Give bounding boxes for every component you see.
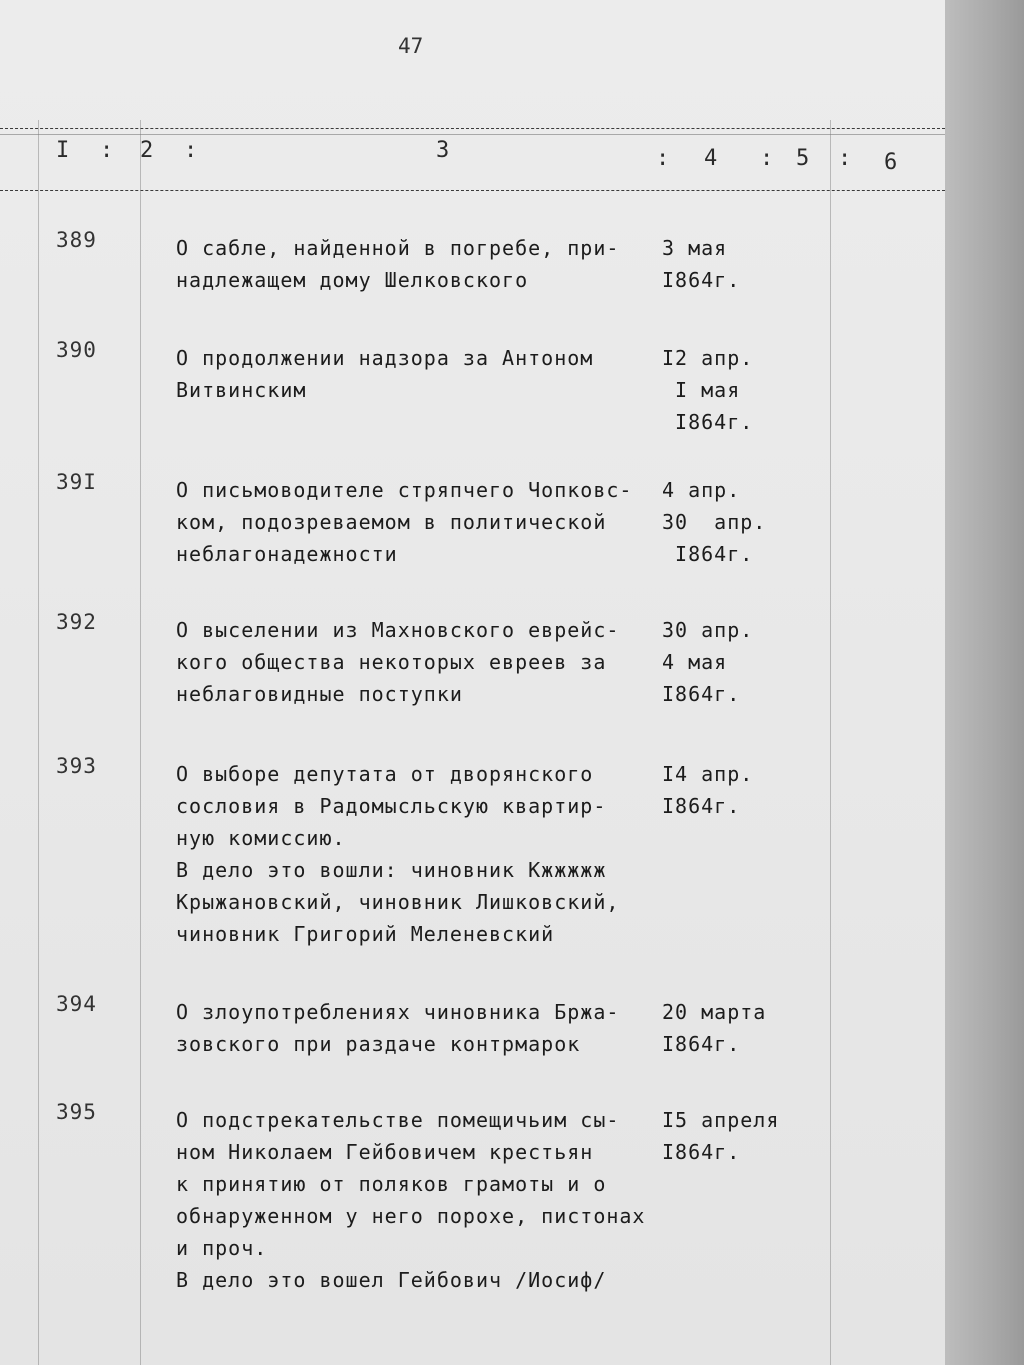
header-rule-faint	[0, 134, 945, 135]
entry-title-line: чиновник Григорий Меленевский	[176, 922, 555, 946]
entry-title	[176, 996, 656, 1060]
entry-title-line: О злоупотреблениях чиновника Бржа-	[176, 1000, 620, 1024]
entry-date	[662, 232, 792, 296]
header-col-2: 2	[140, 138, 154, 163]
header-rule-bottom	[0, 190, 945, 191]
entry-date-line: 3 мая	[662, 236, 728, 260]
entry-date	[662, 1104, 792, 1168]
entry-date-line: I864г.	[662, 268, 741, 292]
entry-date-line: 4 апр.	[662, 478, 741, 502]
entry-title-line: О письмоводителе стряпчего Чопковс-	[176, 478, 633, 502]
entry-title-line: ном Николаем Гейбовичем крестьян	[176, 1140, 594, 1164]
header-col-1: I	[56, 138, 70, 163]
entry-date-line: I4 апр.	[662, 762, 754, 786]
entry-title-line: О выселении из Махновского еврейс-	[176, 618, 620, 642]
entry-title-line: О подстрекательстве помещичьим сы-	[176, 1108, 620, 1132]
entry-date-line: I мая	[662, 378, 741, 402]
entry-title-line: неблаговидные поступки	[176, 682, 463, 706]
header-separator: :	[100, 138, 114, 163]
header-col-6: 6	[884, 150, 898, 175]
entry-date-line: I864г.	[662, 794, 741, 818]
entry-date	[662, 614, 792, 710]
header-separator: :	[760, 146, 774, 171]
entry-number: 39I	[56, 470, 97, 494]
entry-date-line: I864г.	[662, 1032, 741, 1056]
entry-date-line: I5 апреля	[662, 1108, 780, 1132]
entry-date-line: I2 апр.	[662, 346, 754, 370]
header-col-5: 5	[796, 146, 810, 171]
entry-title	[176, 614, 656, 710]
header-separator: :	[838, 146, 852, 171]
entry-title-line: В дело это вошел Гейбович /Иосиф/	[176, 1268, 607, 1292]
entry-title-line: сословия в Радомысльскую квартир-	[176, 794, 607, 818]
entry-number: 392	[56, 610, 97, 634]
entry-number: 393	[56, 754, 97, 778]
entry-date-line: 20 марта	[662, 1000, 767, 1024]
entry-title-line: О сабле, найденной в погребе, при-	[176, 236, 620, 260]
entry-title-line: неблагонадежности	[176, 542, 398, 566]
entry-date-line: I864г.	[662, 410, 754, 434]
entry-date-line: I864г.	[662, 682, 741, 706]
header-separator: :	[184, 138, 198, 163]
entry-title-line: ком, подозреваемом в политической	[176, 510, 607, 534]
page-number: 47	[398, 34, 424, 58]
entry-title	[176, 758, 656, 950]
entry-title-line: Витвинским	[176, 378, 307, 402]
entry-number: 390	[56, 338, 97, 362]
column-line	[38, 120, 39, 1365]
header-col-4: 4	[704, 146, 718, 171]
entry-title	[176, 474, 656, 570]
table-header	[0, 138, 945, 186]
entry-title-line: кого общества некоторых евреев за	[176, 650, 607, 674]
entry-title-line: и проч.	[176, 1236, 268, 1260]
header-rule-top	[0, 128, 945, 129]
header-separator: :	[656, 146, 670, 171]
entry-number: 389	[56, 228, 97, 252]
entry-title-line: зовского при раздаче контрмарок	[176, 1032, 581, 1056]
entry-date	[662, 474, 792, 570]
entry-date-line: 30 апр.	[662, 510, 767, 534]
entry-date-line: I864г.	[662, 1140, 741, 1164]
header-col-3: 3	[436, 138, 450, 163]
entry-title	[176, 342, 656, 406]
entry-date	[662, 758, 792, 822]
entry-title	[176, 232, 656, 296]
entry-title-line: О продолжении надзора за Антоном	[176, 346, 594, 370]
entry-date-line: I864г.	[662, 542, 754, 566]
entry-title-line: ную комиссию.	[176, 826, 346, 850]
entry-title	[176, 1104, 656, 1296]
entry-title-line: обнаруженном у него порохе, пистонах	[176, 1204, 646, 1228]
entry-date-line: 4 мая	[662, 650, 728, 674]
entry-title-line: Крыжановский, чиновник Лишковский,	[176, 890, 620, 914]
entry-date	[662, 342, 792, 438]
entry-title-line: В дело это вошли: чиновник Кжжжжж	[176, 858, 607, 882]
entry-date	[662, 996, 792, 1060]
entry-date-line: 30 апр.	[662, 618, 754, 642]
entry-number: 394	[56, 992, 97, 1016]
entry-title-line: к принятию от поляков грамоты и о	[176, 1172, 607, 1196]
column-line	[140, 120, 141, 1365]
underlying-page-edge	[945, 0, 1024, 1365]
entry-title-line: О выборе депутата от дворянского	[176, 762, 594, 786]
entry-title-line: надлежащем дому Шелковского	[176, 268, 529, 292]
entry-number: 395	[56, 1100, 97, 1124]
column-line	[830, 120, 831, 1365]
